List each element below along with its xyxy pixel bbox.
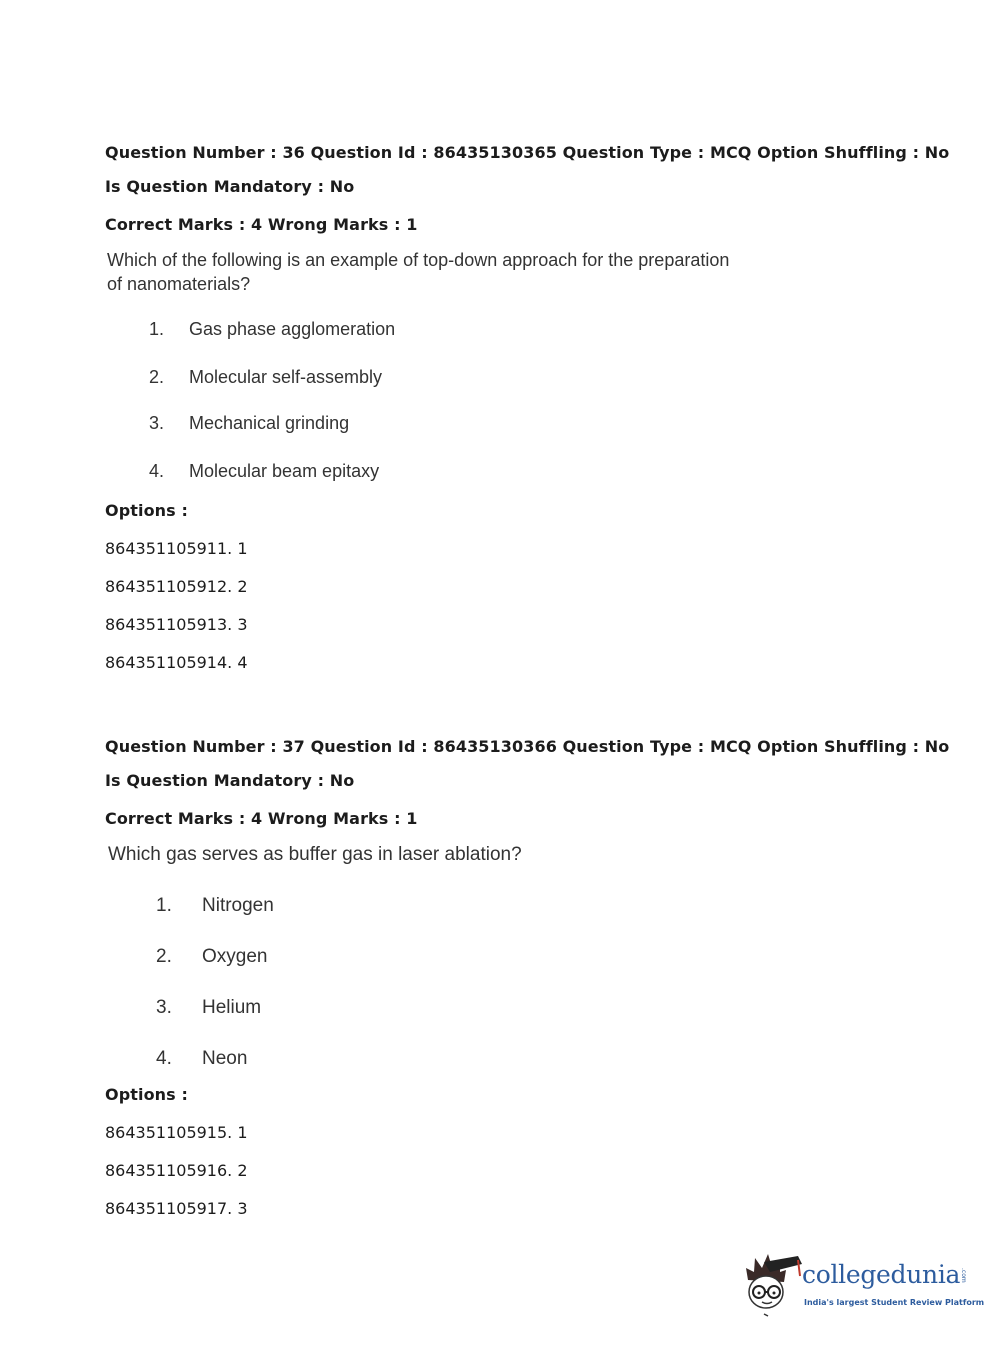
choice-number: 1. [156, 895, 172, 916]
choice-label: Molecular self-assembly [189, 367, 383, 387]
choice-number: 1. [149, 319, 165, 339]
option-id: 864351105914. 4 [105, 653, 248, 672]
question-text-line: of nanomaterials? [107, 274, 251, 294]
mascot-icon [742, 1250, 804, 1320]
choice-label: Molecular beam epitaxy [189, 461, 380, 481]
question-header: Question Number : 37 Question Id : 86435130366 Question Type : MCQ Option Shuffling : No [105, 737, 950, 756]
choice-label: Neon [202, 1048, 248, 1069]
option-id: 864351105917. 3 [105, 1199, 248, 1218]
question-mandatory: Is Question Mandatory : No [105, 177, 355, 196]
choice-number: 3. [149, 413, 165, 433]
choice-item [149, 367, 382, 388]
question-text [108, 843, 522, 867]
choice-item [156, 946, 267, 968]
choice-number: 4. [156, 1048, 172, 1069]
options-heading: Options : [105, 1085, 188, 1104]
option-id: 864351105916. 2 [105, 1161, 248, 1180]
question-marks: Correct Marks : 4 Wrong Marks : 1 [105, 215, 418, 234]
option-id: 864351105911. 1 [105, 539, 248, 558]
logo-suffix: .com [960, 1268, 967, 1283]
choice-label: Helium [202, 997, 262, 1018]
choice-item [156, 997, 261, 1019]
collegedunia-logo [742, 1250, 985, 1320]
option-id: 864351105913. 3 [105, 615, 248, 634]
choice-label: Nitrogen [202, 895, 274, 916]
question-mandatory: Is Question Mandatory : No [105, 771, 355, 790]
choice-item [149, 461, 379, 482]
question-header: Question Number : 36 Question Id : 86435130365 Question Type : MCQ Option Shuffling : No [105, 143, 950, 162]
option-id: 864351105912. 2 [105, 577, 248, 596]
question-text-line: Which gas serves as buffer gas in laser ablation? [108, 844, 522, 865]
question-marks: Correct Marks : 4 Wrong Marks : 1 [105, 809, 418, 828]
logo-tagline: India's largest Student Review Platform [804, 1298, 985, 1307]
question-text [107, 248, 729, 296]
options-heading: Options : [105, 501, 188, 520]
choice-item [156, 1048, 247, 1070]
choice-item [156, 895, 274, 917]
choice-label: Mechanical grinding [189, 413, 350, 433]
choice-number: 2. [149, 367, 165, 387]
choice-item [149, 413, 349, 434]
choice-number: 3. [156, 997, 172, 1018]
choice-item [149, 319, 395, 340]
choice-number: 2. [156, 946, 172, 967]
option-id: 864351105915. 1 [105, 1123, 248, 1142]
choice-label: Oxygen [202, 946, 268, 967]
choice-number: 4. [149, 461, 165, 481]
choice-label: Gas phase agglomeration [189, 319, 396, 339]
logo-wordmark: collegedunia [802, 1260, 961, 1289]
question-text-line: Which of the following is an example of top-down approach for the preparation [107, 250, 730, 270]
